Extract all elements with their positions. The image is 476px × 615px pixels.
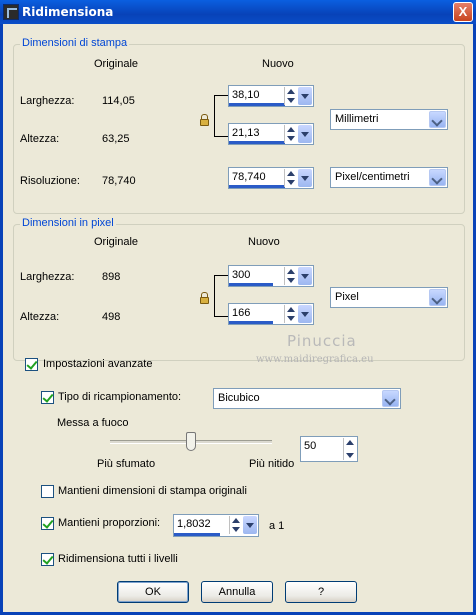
ratio-bar	[174, 533, 220, 536]
resize-layers-checkbox[interactable]	[41, 553, 54, 566]
lock-icon[interactable]	[200, 297, 209, 304]
print-height-value: 21,13	[232, 127, 260, 139]
title-bar	[0, 0, 476, 24]
ok-button[interactable]: OK	[117, 581, 189, 603]
resolution-value: 78,740	[232, 171, 266, 183]
ratio-suffix: a 1	[269, 520, 285, 532]
ratio-spinner[interactable]	[173, 514, 259, 537]
resample-checkbox[interactable]	[41, 391, 54, 404]
updown-arrows-icon[interactable]	[284, 305, 297, 323]
aspect-bracket	[214, 95, 228, 137]
pixel-dimensions-group	[13, 217, 465, 361]
close-button[interactable]	[453, 2, 473, 22]
print-height-spinner[interactable]	[228, 123, 314, 145]
pixel-height-label: Altezza:	[20, 311, 60, 323]
pixel-width-bar	[229, 283, 273, 286]
watermark-url: www.maidiregrafica.eu	[256, 354, 374, 365]
aspect-bracket	[214, 275, 228, 317]
help-button[interactable]: ?	[285, 581, 357, 603]
app-icon	[3, 4, 19, 20]
pixel-height-bar	[229, 321, 273, 324]
updown-arrows-icon[interactable]	[284, 87, 297, 105]
resample-type-select[interactable]	[213, 388, 401, 409]
watermark-name: Pinuccia	[287, 332, 357, 350]
advanced-checkbox[interactable]	[25, 358, 38, 371]
chevron-down-icon[interactable]	[298, 125, 312, 143]
updown-arrows-icon[interactable]	[284, 169, 297, 187]
sharpen-value: 50	[304, 440, 317, 452]
print-width-spinner[interactable]	[228, 85, 314, 107]
sharpen-max-label: Più nitido	[249, 458, 295, 470]
chevron-down-icon[interactable]	[298, 87, 312, 105]
print-width-bar	[229, 103, 285, 106]
resolution-spinner[interactable]	[228, 167, 314, 189]
resample-type-value: Bicubico	[218, 392, 260, 404]
print-dimensions-legend: Dimensioni di stampa	[22, 37, 128, 49]
advanced-label: Impostazioni avanzate	[43, 358, 153, 370]
pixel-width-label: Larghezza:	[20, 271, 75, 283]
print-unit-value: Millimetri	[335, 113, 379, 125]
pixel-width-spinner[interactable]	[228, 265, 314, 287]
updown-arrows-icon[interactable]	[284, 125, 297, 143]
sharpen-label: Messa a fuoco	[57, 417, 129, 429]
chevron-down-icon[interactable]	[429, 169, 446, 186]
sharpen-spinner[interactable]	[300, 436, 358, 462]
resolution-unit-value: Pixel/centimetri	[335, 171, 410, 183]
keep-ratio-label: Mantieni proporzioni:	[58, 517, 161, 529]
updown-arrows-icon[interactable]	[229, 516, 242, 534]
chevron-down-icon[interactable]	[429, 289, 446, 306]
chevron-down-icon[interactable]	[298, 305, 312, 323]
resolution-original: 78,740	[102, 175, 136, 187]
print-col-original: Originale	[94, 58, 139, 70]
chevron-down-icon[interactable]	[298, 267, 312, 285]
pixel-height-spinner[interactable]	[228, 303, 314, 325]
chevron-down-icon[interactable]	[243, 516, 257, 534]
print-col-new: Nuovo	[262, 58, 294, 70]
pixel-width-value: 300	[232, 269, 251, 281]
pixel-height-original: 498	[102, 311, 121, 323]
sharpen-min-label: Più sfumato	[97, 458, 156, 470]
sharpen-slider-thumb[interactable]	[186, 432, 196, 451]
keep-ratio-checkbox[interactable]	[41, 517, 54, 530]
chevron-down-icon[interactable]	[298, 169, 312, 187]
close-icon: X	[458, 4, 468, 19]
ratio-value: 1,8032	[177, 518, 211, 530]
updown-arrows-icon[interactable]	[284, 267, 297, 285]
print-width-original: 114,05	[102, 95, 135, 107]
chevron-down-icon[interactable]	[429, 111, 446, 128]
pixel-col-new: Nuovo	[248, 236, 280, 248]
resample-label: Tipo di ricampionamento:	[58, 391, 182, 403]
resolution-unit-select[interactable]	[330, 167, 448, 188]
print-width-label: Larghezza:	[20, 95, 75, 107]
print-height-label: Altezza:	[20, 133, 60, 145]
lock-icon[interactable]	[200, 119, 209, 126]
resolution-bar	[229, 185, 285, 188]
keep-print-label: Mantieni dimensioni di stampa originali	[58, 485, 247, 497]
keep-print-checkbox[interactable]	[41, 485, 54, 498]
updown-arrows-icon[interactable]	[343, 438, 356, 460]
pixel-col-original: Originale	[94, 236, 139, 248]
chevron-down-icon[interactable]	[382, 390, 399, 407]
resolution-label: Risoluzione:	[20, 175, 80, 187]
print-height-bar	[229, 141, 285, 144]
resize-layers-label: Ridimensiona tutti i livelli	[58, 553, 178, 565]
print-dimensions-group	[13, 37, 465, 214]
pixel-unit-select[interactable]	[330, 287, 448, 308]
pixel-dimensions-legend: Dimensioni in pixel	[22, 217, 114, 229]
pixel-width-original: 898	[102, 271, 121, 283]
pixel-unit-value: Pixel	[335, 291, 359, 303]
window-title: Ridimensiona	[22, 5, 114, 19]
print-unit-select[interactable]	[330, 109, 448, 130]
print-height-original: 63,25	[102, 133, 130, 145]
print-width-value: 38,10	[232, 89, 260, 101]
dialog-body	[0, 24, 476, 615]
pixel-height-value: 166	[232, 307, 251, 319]
cancel-button[interactable]: Annulla	[201, 581, 273, 603]
